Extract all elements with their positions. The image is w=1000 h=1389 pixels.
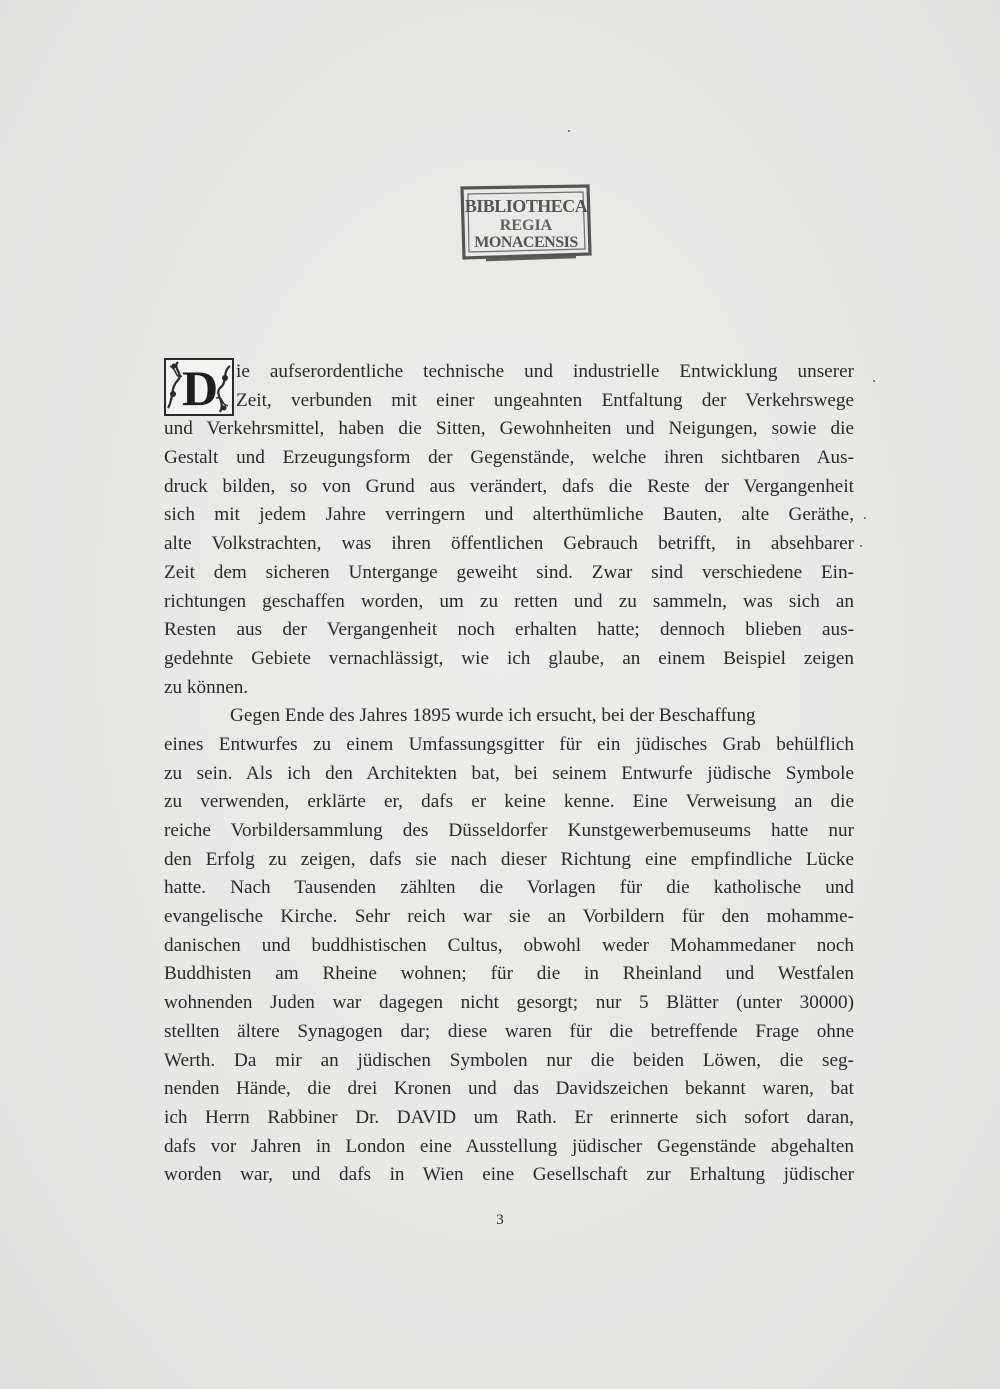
paper-speck [860, 545, 862, 547]
text-line: ich Herrn Rabbiner Dr. DAVID um Rath. Er erinnerte sich sofort daran, [164, 1106, 854, 1128]
text-line: Resten aus der Vergangenheit noch erhalten hatte; dennoch blieben aus- [164, 619, 854, 641]
stamp-graphic [456, 180, 594, 264]
paper-speck [568, 130, 570, 132]
initial-letter: D [181, 360, 219, 416]
text-line: zu können. [164, 676, 249, 698]
text-line: alte Volkstrachten, was ihren öffentlichen Gebrauch betrifft, in absehbarer [164, 533, 854, 555]
text-line: dafs vor Jahren in London eine Ausstellung jüdischer Gegenstände abgehalten [164, 1135, 854, 1157]
text-line: Werth. Da mir an jüdischen Symbolen nur die beiden Löwen, die seg- [164, 1049, 854, 1071]
ornamental-initial [164, 358, 234, 416]
paper-speck [873, 380, 875, 382]
text-line: den Erfolg zu zeigen, dafs sie nach dieser Richtung eine empfindliche Lücke [164, 848, 854, 870]
text-line: nenden Hände, die drei Kronen und das Davidszeichen bekannt waren, bat [164, 1078, 854, 1100]
stamp-line-2: REGIA [499, 217, 553, 234]
text-line: druck bilden, so von Grund aus verändert, dafs die Reste der Vergangenheit [164, 475, 854, 497]
text-line: Zeit, verbunden mit einer ungeahnten Entfaltung der Verkehrswege [236, 389, 854, 411]
text-line: Buddhisten am Rheine wohnen; für die in Rheinland und Westfalen [164, 963, 854, 985]
text-line: Zeit dem sicheren Untergange geweiht sind. Zwar sind verschiedene Ein- [164, 561, 854, 583]
text-line: wohnenden Juden war dagegen nicht gesorgt; nur 5 Blätter (unter 30000) [164, 992, 854, 1014]
text-line: evangelische Kirche. Sehr reich war sie an Vorbildern für den mohamme- [164, 906, 854, 928]
page-number: 3 [496, 1212, 504, 1228]
text-line: worden war, und dafs in Wien eine Gesellschaft zur Erhaltung jüdischer [164, 1164, 854, 1186]
text-line: zu verwenden, erklärte er, dafs er keine kenne. Eine Verweisung an die [164, 791, 854, 813]
text-line: hatte. Nach Tausenden zählten die Vorlagen für die katholische und [164, 877, 854, 899]
text-line: eines Entwurfes zu einem Umfassungsgitter für ein jüdisches Grab behülflich [164, 733, 854, 755]
text-line: richtungen geschaffen worden, um zu retten und zu sammeln, was sich an [164, 590, 854, 612]
text-line: zu sein. Als ich den Architekten bat, bei seinem Entwurfe jüdische Symbole [164, 762, 854, 784]
text-line: gedehnte Gebiete vernachlässigt, wie ich glaube, an einem Beispiel zeigen [164, 647, 854, 669]
stamp-line-1: BIBLIOTHECA [464, 196, 588, 216]
stamp-line-3: MONACENSIS [474, 234, 578, 251]
paper-speck [864, 517, 866, 519]
text-line: Gestalt und Erzeugungsform der Gegenstände, welche ihren sichtbaren Aus- [164, 447, 854, 469]
text-line: reiche Vorbildersammlung des Düsseldorfer Kunstgewerbemuseums hatte nur [164, 820, 854, 841]
text-line: danischen und buddhistischen Cultus, obwohl weder Mohammedaner noch [164, 934, 854, 956]
ornamental-initial-graphic [164, 358, 234, 416]
text-line: und Verkehrsmittel, haben die Sitten, Gewohnheiten und Neigungen, sowie die [164, 418, 854, 440]
text-line: ie aufserordentliche technische und industrielle Entwicklung unserer [236, 361, 854, 382]
library-stamp [456, 180, 594, 264]
text-line: stellten ältere Synagogen dar; diese waren für die betreffende Frage ohne [164, 1020, 854, 1042]
body-text [164, 358, 854, 1190]
text-line: Gegen Ende des Jahres 1895 wurde ich ersucht, bei der Beschaffung [230, 705, 756, 727]
text-line: sich mit jedem Jahre verringern und alterthümliche Bauten, alte Geräthe, [164, 504, 854, 526]
